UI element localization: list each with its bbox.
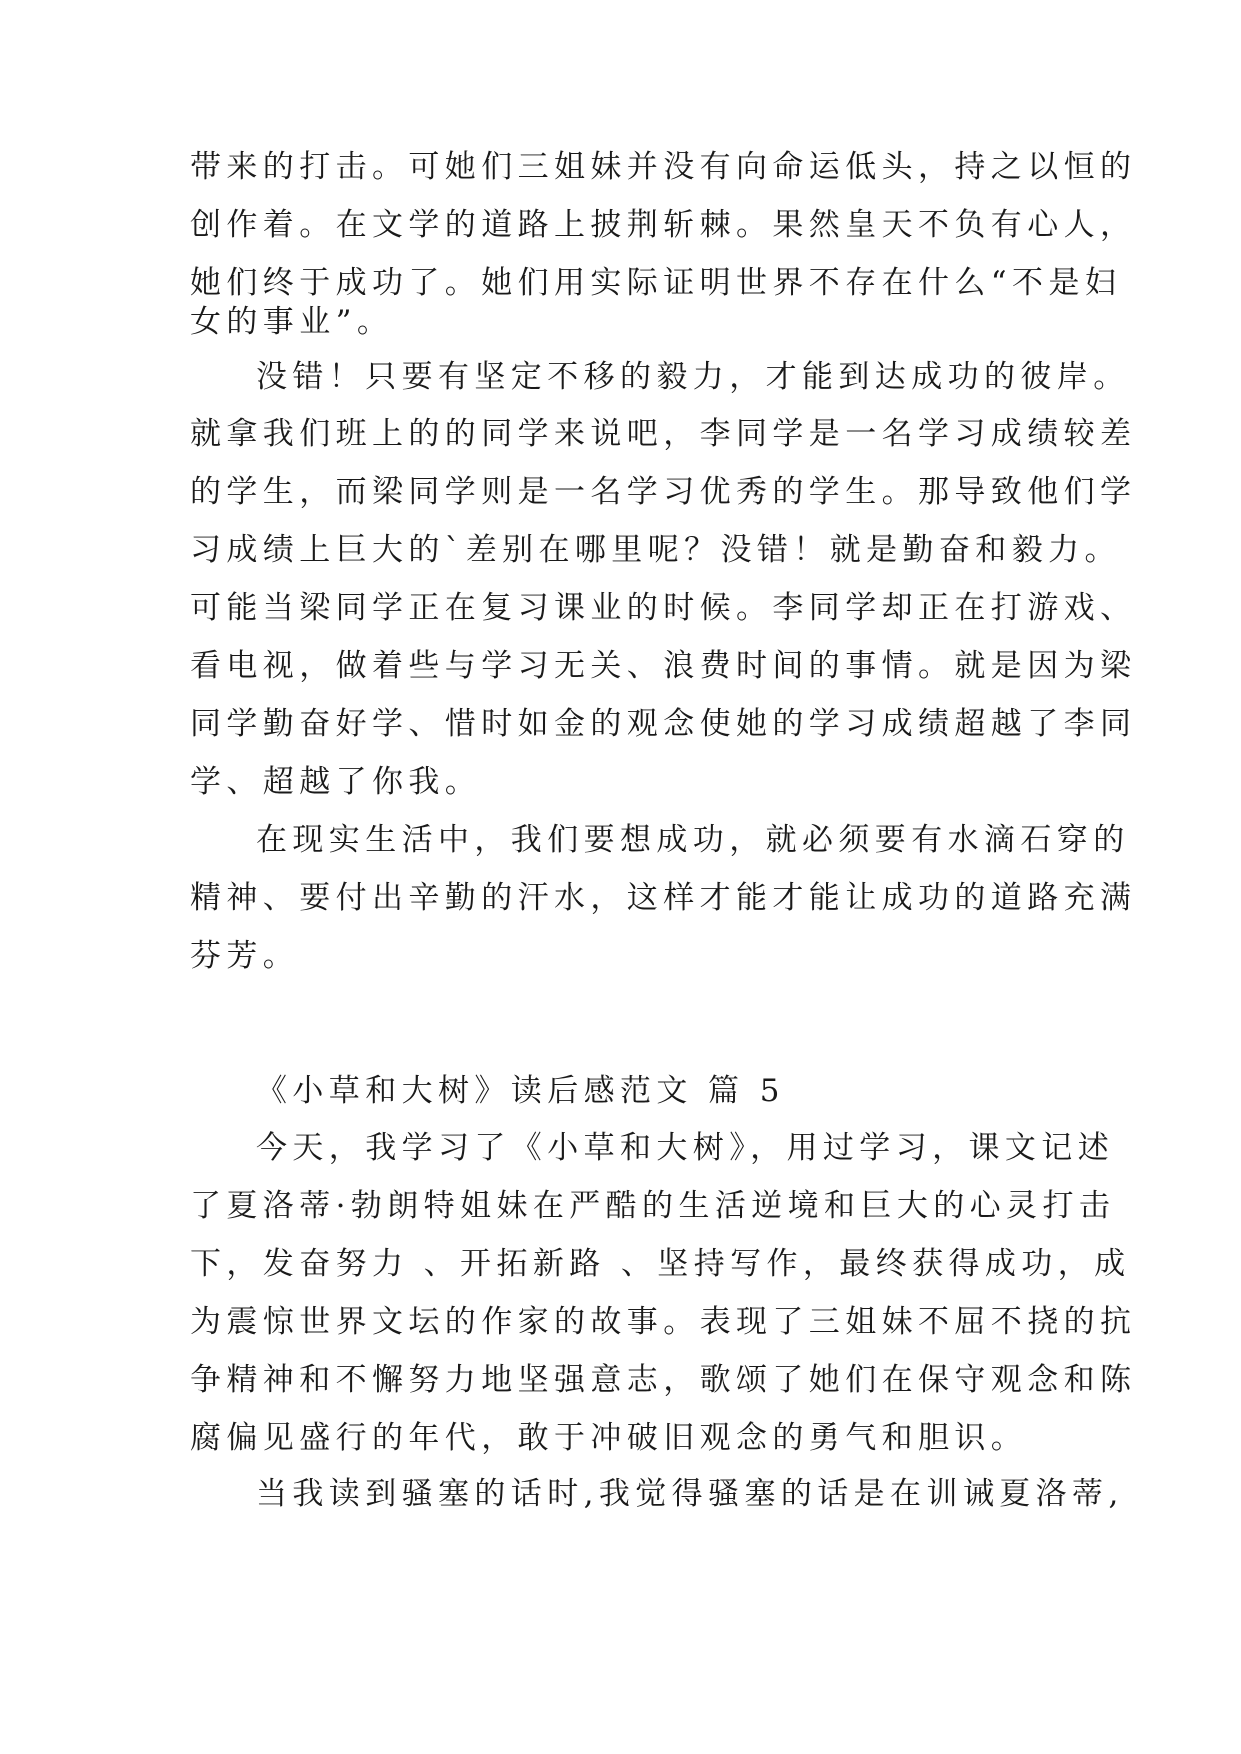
section-heading: 《小草和大树》读后感范文 篇 5: [256, 1073, 785, 1109]
text-line: 创作着。在文学的道路上披荆斩棘。果然皇天不负有心人，: [190, 207, 1137, 243]
paragraph-start-line: 在现实生活中，我们要想成功，就必须要有水滴石穿的: [256, 822, 1130, 858]
text-line: 女的事业”。: [190, 304, 394, 340]
text-line: 腐偏见盛行的年代，敢于冲破旧观念的勇气和胆识。: [190, 1420, 1028, 1456]
text-line: 带来的打击。可她们三姐妹并没有向命运低头，持之以恒的: [190, 149, 1137, 185]
paragraph-start-line: 今天，我学习了《小草和大树》，用过学习，课文记述: [256, 1130, 1115, 1166]
paragraph-start-line: 当我读到骚塞的话时,我觉得骚塞的话是在训诫夏洛蒂,: [256, 1476, 1124, 1512]
text-line: 的学生，而梁同学则是一名学习优秀的学生。那导致他们学: [190, 474, 1137, 510]
text-line: 争精神和不懈努力地坚强意志，歌颂了她们在保守观念和陈: [190, 1362, 1137, 1398]
text-line: 精神、要付出辛勤的汗水，这样才能才能让成功的道路充满: [190, 880, 1137, 916]
text-line: 学、超越了你我。: [190, 764, 482, 800]
text-line: 看电视，做着些与学习无关、浪费时间的事情。就是因为梁: [190, 648, 1137, 684]
text-line: 为震惊世界文坛的作家的故事。表现了三姐妹不屈不挠的抗: [190, 1304, 1137, 1340]
text-line: 可能当梁同学正在复习课业的时候。李同学却正在打游戏、: [190, 590, 1137, 626]
text-line: 就拿我们班上的的同学来说吧，李同学是一名学习成绩较差: [190, 416, 1137, 452]
text-line: 芬芳。: [190, 938, 300, 974]
text-line: 同学勤奋好学、惜时如金的观念使她的学习成绩超越了李同: [190, 706, 1137, 742]
text-line: 她们终于成功了。她们用实际证明世界不存在什么“不是妇: [190, 265, 1122, 301]
paragraph-start-line: 没错！只要有坚定不移的毅力，才能到达成功的彼岸。: [256, 359, 1130, 395]
text-line: 了夏洛蒂·勃朗特姐妹在严酷的生活逆境和巨大的心灵打击: [190, 1188, 1116, 1224]
text-line: 下，发奋努力 、开拓新路 、坚持写作，最终获得成功，成: [190, 1246, 1131, 1282]
text-line: 习成绩上巨大的`差别在哪里呢？没错！就是勤奋和毅力。: [190, 532, 1121, 568]
